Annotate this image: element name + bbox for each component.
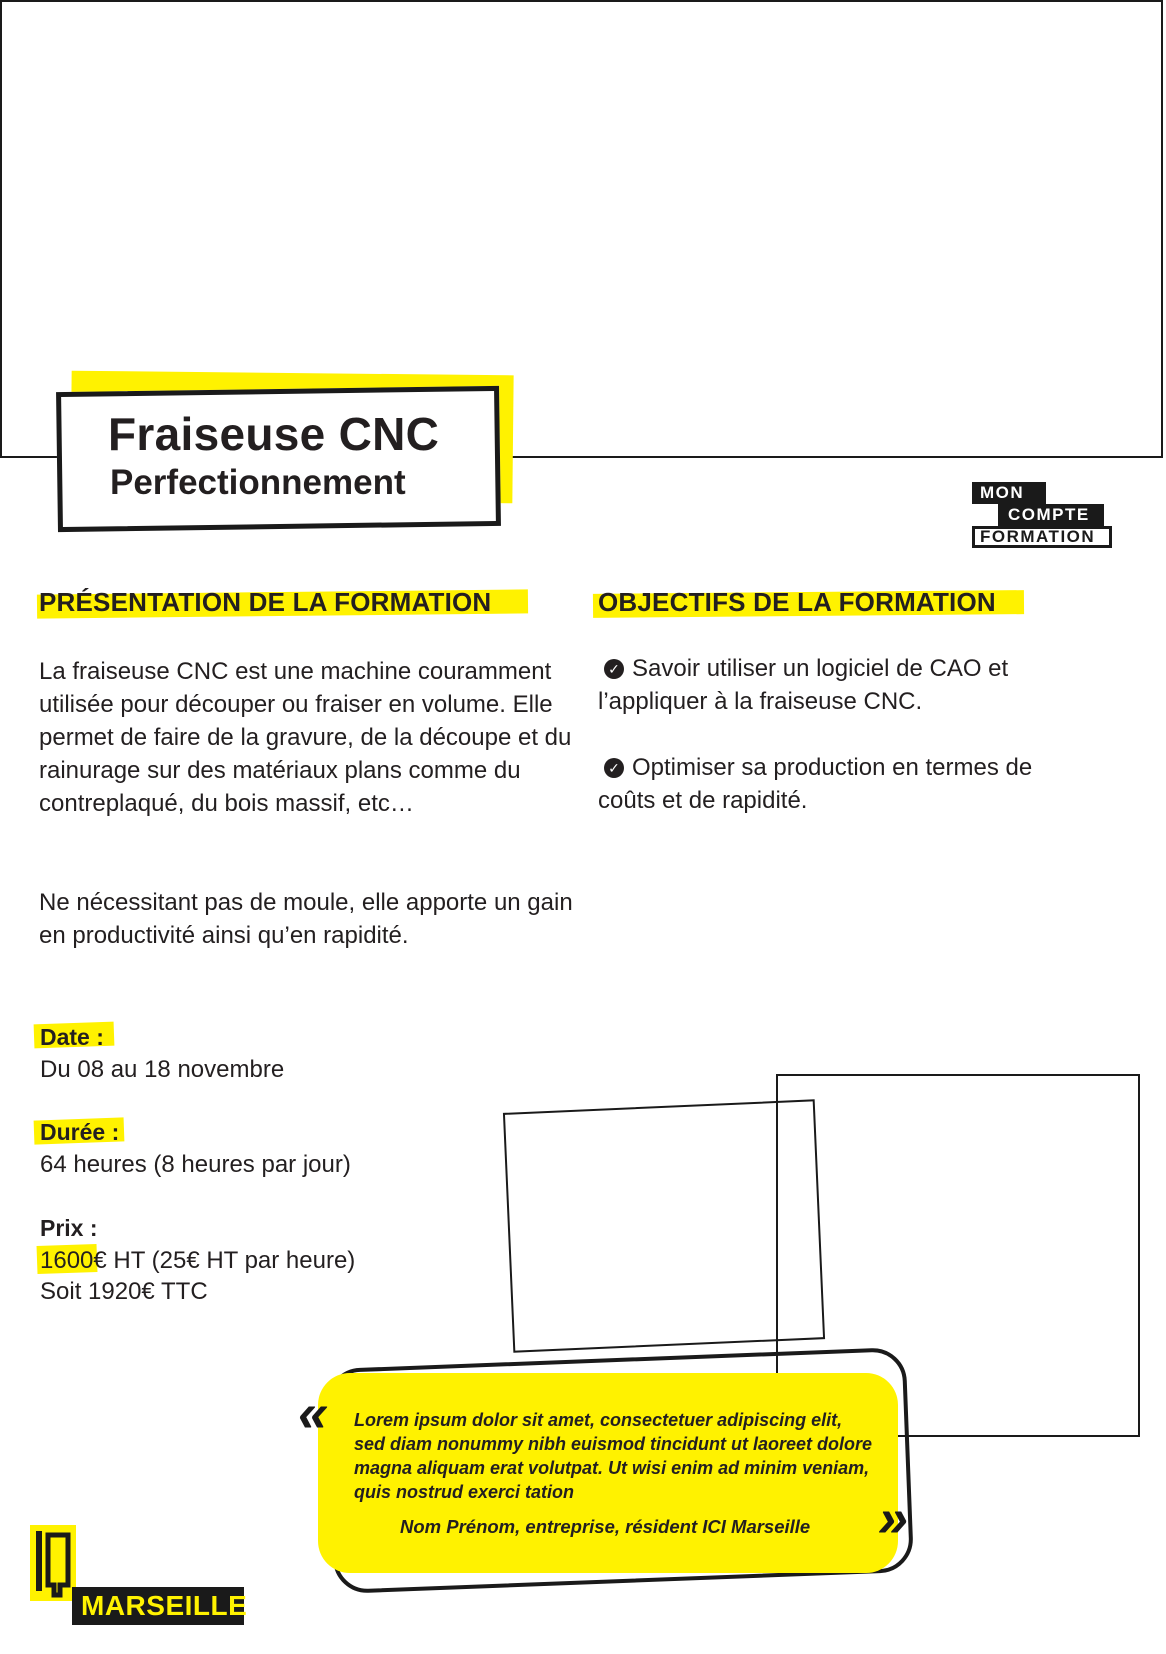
price-ttc: Soit 1920€ TTC [40, 1278, 208, 1305]
duration-value: 64 heures (8 heures par jour) [40, 1151, 351, 1178]
testimonial-author: Nom Prénom, entreprise, résident ICI Marseille [400, 1516, 811, 1537]
logo-mcf-line3: FORMATION [972, 526, 1112, 548]
objective-item [598, 751, 1068, 817]
price-value [40, 1245, 355, 1307]
ici-logo-city: MARSEILLE [72, 1587, 244, 1625]
page-title: Fraiseuse CNC [108, 408, 440, 460]
price-label: Prix : [40, 1215, 98, 1241]
check-circle-icon: ✓ [604, 758, 624, 778]
date-label: Date : [40, 1024, 104, 1050]
presentation-paragraph-1: La fraiseuse CNC est une machine couramment utilisée pour découper ou fraiser en volume. Elle permet de faire de la gravure, de la découpe et du rainurage sur des matériaux plans comme du contreplaqué, du bois massif, etc… [39, 658, 572, 817]
price-ht: 1600€ HT (25€ HT par heure) [40, 1247, 356, 1274]
duration-label: Durée : [40, 1119, 120, 1145]
decorative-frame-tilted [503, 1099, 825, 1352]
date-value: Du 08 au 18 novembre [40, 1056, 285, 1083]
presentation-heading: PRÉSENTATION DE LA FORMATION [39, 587, 492, 617]
logo-mcf-line2: COMPTE [998, 504, 1104, 526]
objective-text: Savoir utiliser un logiciel de CAO et l’appliquer à la fraiseuse CNC. [598, 655, 1009, 715]
ici-logo-icon [30, 1525, 76, 1601]
testimonial-text: Lorem ipsum dolor sit amet, consectetuer adipiscing elit, sed diam nonummy nibh euismod tincidunt ut laoreet dolore magna aliquam erat volutpat. Ut wisi enim ad minim veniam, quis nostrud exerci tation [354, 1410, 873, 1502]
objective-item [598, 652, 1068, 718]
check-circle-icon: ✓ [604, 659, 624, 679]
page-subtitle: Perfectionnement [110, 463, 406, 502]
close-quote-icon: » [878, 1488, 909, 1548]
logo-mcf-line1: MON [972, 482, 1046, 504]
presentation-paragraph-2: Ne nécessitant pas de moule, elle apporte un gain en productivité ainsi qu’en rapidité. [39, 889, 573, 949]
objective-text: Optimiser sa production en termes de coûts et de rapidité. [598, 754, 1033, 814]
objectives-heading: OBJECTIFS DE LA FORMATION [598, 587, 996, 617]
open-quote-icon: « [298, 1383, 329, 1443]
